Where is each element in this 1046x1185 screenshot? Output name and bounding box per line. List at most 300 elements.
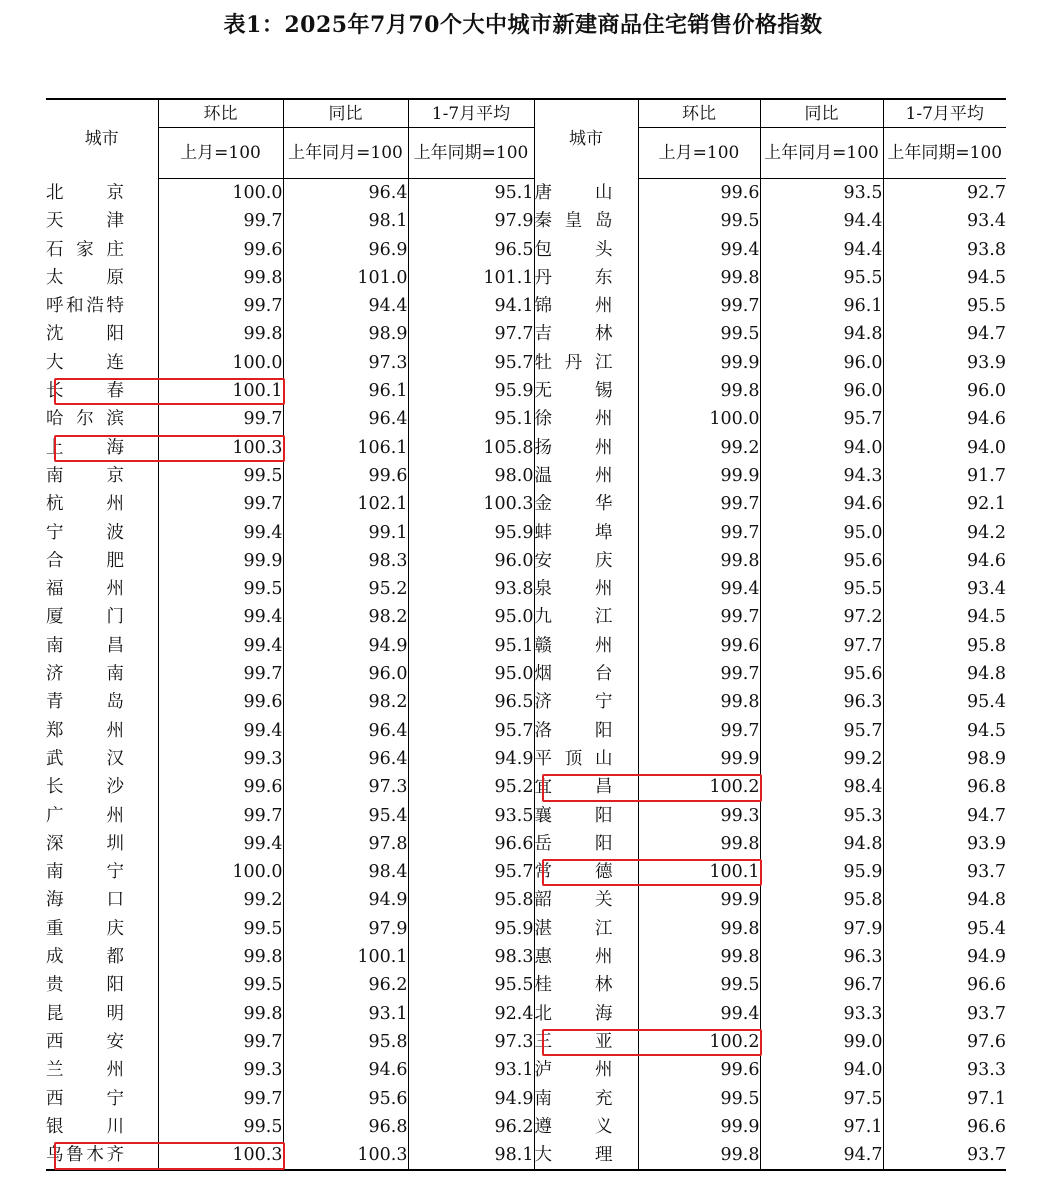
city-name: 海口 — [46, 890, 124, 911]
right-mom-cell: 100.2 — [638, 1028, 760, 1056]
left-avg-cell: 96.0 — [408, 547, 534, 575]
right-yoy-cell: 97.2 — [760, 603, 883, 631]
left-city-cell — [46, 179, 158, 208]
right-mom-cell: 99.4 — [638, 1000, 760, 1028]
city-name: 洛阳 — [534, 720, 613, 741]
city-name: 石家庄 — [46, 239, 124, 260]
right-yoy-cell: 99.2 — [760, 745, 883, 773]
left-avg-cell: 96.5 — [408, 236, 534, 264]
right-avg-cell: 92.1 — [883, 490, 1006, 518]
right-mom-cell: 99.4 — [638, 575, 760, 603]
left-yoy-cell: 96.4 — [283, 745, 408, 773]
left-mom-cell: 99.7 — [158, 1085, 283, 1113]
right-mom-cell: 99.2 — [638, 434, 760, 462]
city-name: 哈尔滨 — [46, 409, 124, 430]
left-city-cell — [46, 971, 158, 999]
right-yoy-cell: 94.3 — [760, 462, 883, 490]
left-avg-cell: 95.0 — [408, 603, 534, 631]
left-mom-cell: 99.4 — [158, 519, 283, 547]
right-mom-cell: 99.8 — [638, 688, 760, 716]
table-row — [46, 349, 1006, 377]
right-yoy-cell: 95.9 — [760, 858, 883, 886]
table-row — [46, 745, 1006, 773]
city-name: 南京 — [46, 465, 124, 486]
left-mom-cell: 99.7 — [158, 292, 283, 320]
left-yoy-cell: 96.4 — [283, 405, 408, 433]
left-mom-cell: 99.8 — [158, 264, 283, 292]
right-city-cell — [534, 1056, 638, 1084]
right-mom-cell: 100.1 — [638, 858, 760, 886]
highlight-box — [54, 1142, 285, 1170]
left-city-cell — [46, 802, 158, 830]
left-avg-cell: 94.9 — [408, 745, 534, 773]
header-yoy-right: 同比 — [760, 99, 883, 128]
right-city-cell — [534, 603, 638, 631]
table-row — [46, 773, 1006, 801]
left-mom-cell: 99.3 — [158, 745, 283, 773]
city-name: 锦州 — [534, 296, 613, 317]
table-row — [46, 943, 1006, 971]
left-yoy-cell: 96.9 — [283, 236, 408, 264]
city-name: 平顶山 — [534, 748, 613, 769]
left-yoy-cell: 99.6 — [283, 462, 408, 490]
right-mom-cell: 99.9 — [638, 1113, 760, 1141]
left-yoy-cell: 94.6 — [283, 1056, 408, 1084]
left-city-cell — [46, 236, 158, 264]
left-city-cell — [46, 745, 158, 773]
right-yoy-cell: 96.3 — [760, 943, 883, 971]
right-mom-cell: 99.6 — [638, 632, 760, 660]
city-name: 蚌埠 — [534, 522, 613, 543]
right-avg-cell: 95.8 — [883, 632, 1006, 660]
right-yoy-cell: 98.4 — [760, 773, 883, 801]
table-row — [46, 1000, 1006, 1028]
right-mom-cell: 99.7 — [638, 717, 760, 745]
city-name: 吉林 — [534, 324, 613, 345]
right-city-cell — [534, 971, 638, 999]
left-mom-cell: 99.4 — [158, 830, 283, 858]
right-yoy-cell: 93.3 — [760, 1000, 883, 1028]
right-avg-cell: 92.7 — [883, 179, 1006, 208]
table-row — [46, 1056, 1006, 1084]
city-name: 徐州 — [534, 409, 613, 430]
right-avg-cell: 94.5 — [883, 264, 1006, 292]
left-city-cell — [46, 688, 158, 716]
highlight-box — [542, 1029, 762, 1056]
city-name: 金华 — [534, 494, 613, 515]
left-yoy-cell: 96.4 — [283, 717, 408, 745]
left-yoy-cell: 94.9 — [283, 632, 408, 660]
left-avg-cell: 95.1 — [408, 632, 534, 660]
left-city-cell — [46, 547, 158, 575]
left-mom-cell: 100.0 — [158, 858, 283, 886]
header-avg-base-left: 上年同期=100 — [408, 128, 534, 179]
page-title: 表1：2025年7月70个大中城市新建商品住宅销售价格指数 — [223, 12, 823, 38]
left-mom-cell: 99.5 — [158, 462, 283, 490]
left-yoy-cell: 97.8 — [283, 830, 408, 858]
left-avg-cell: 98.3 — [408, 943, 534, 971]
city-name: 上海 — [46, 437, 124, 458]
left-city-cell — [46, 490, 158, 518]
left-city-cell — [46, 632, 158, 660]
city-name: 青岛 — [46, 692, 124, 713]
left-mom-cell: 99.7 — [158, 802, 283, 830]
left-mom-cell: 99.7 — [158, 405, 283, 433]
left-yoy-cell: 98.2 — [283, 688, 408, 716]
right-yoy-cell: 97.7 — [760, 632, 883, 660]
right-avg-cell: 96.6 — [883, 1113, 1006, 1141]
city-name: 深圳 — [46, 833, 124, 854]
right-avg-cell: 93.3 — [883, 1056, 1006, 1084]
right-avg-cell: 94.8 — [883, 660, 1006, 688]
table-row — [46, 519, 1006, 547]
left-mom-cell: 100.3 — [158, 434, 283, 462]
table-row — [46, 320, 1006, 348]
left-yoy-cell: 97.3 — [283, 349, 408, 377]
left-avg-cell: 100.3 — [408, 490, 534, 518]
city-name: 安庆 — [534, 550, 613, 571]
left-avg-cell: 101.1 — [408, 264, 534, 292]
right-avg-cell: 97.1 — [883, 1085, 1006, 1113]
left-city-cell — [46, 858, 158, 886]
right-city-cell — [534, 434, 638, 462]
table-row — [46, 292, 1006, 320]
left-avg-cell: 93.1 — [408, 1056, 534, 1084]
left-city-cell — [46, 603, 158, 631]
left-yoy-cell: 95.6 — [283, 1085, 408, 1113]
right-city-cell — [534, 179, 638, 208]
right-avg-cell: 97.6 — [883, 1028, 1006, 1056]
city-name: 桂林 — [534, 975, 613, 996]
highlight-box — [542, 859, 762, 886]
city-name: 南昌 — [46, 635, 124, 656]
city-name: 西安 — [46, 1031, 124, 1052]
table-row — [46, 802, 1006, 830]
table-row — [46, 858, 1006, 886]
right-avg-cell: 94.7 — [883, 802, 1006, 830]
left-avg-cell: 93.8 — [408, 575, 534, 603]
left-avg-cell: 92.4 — [408, 1000, 534, 1028]
right-mom-cell: 99.5 — [638, 207, 760, 235]
right-yoy-cell: 95.3 — [760, 802, 883, 830]
city-name: 秦皇岛 — [534, 211, 613, 232]
left-yoy-cell: 95.8 — [283, 1028, 408, 1056]
left-mom-cell: 99.6 — [158, 773, 283, 801]
table-row — [46, 886, 1006, 914]
city-name: 烟台 — [534, 664, 613, 685]
left-mom-cell: 99.4 — [158, 632, 283, 660]
left-city-cell — [46, 207, 158, 235]
left-avg-cell: 95.0 — [408, 660, 534, 688]
right-city-cell — [534, 547, 638, 575]
city-name: 沈阳 — [46, 324, 124, 345]
city-name: 太原 — [46, 267, 124, 288]
right-avg-cell: 94.7 — [883, 320, 1006, 348]
left-city-cell — [46, 349, 158, 377]
right-avg-cell: 93.8 — [883, 236, 1006, 264]
right-city-cell — [534, 943, 638, 971]
right-yoy-cell: 94.0 — [760, 1056, 883, 1084]
table-row — [46, 1113, 1006, 1141]
header-mom-left: 环比 — [158, 99, 283, 128]
left-avg-cell: 95.5 — [408, 971, 534, 999]
left-city-cell — [46, 717, 158, 745]
city-name: 九江 — [534, 607, 613, 628]
highlight-box — [542, 774, 762, 801]
city-name: 昆明 — [46, 1003, 124, 1024]
right-mom-cell: 100.0 — [638, 405, 760, 433]
right-avg-cell: 94.5 — [883, 603, 1006, 631]
city-name: 温州 — [534, 465, 613, 486]
right-mom-cell: 99.6 — [638, 1056, 760, 1084]
table-row — [46, 179, 1006, 208]
right-city-cell — [534, 1141, 638, 1170]
right-avg-cell: 94.5 — [883, 717, 1006, 745]
left-avg-cell: 95.7 — [408, 349, 534, 377]
right-avg-cell: 96.8 — [883, 773, 1006, 801]
header-mom-right: 环比 — [638, 99, 760, 128]
right-city-cell — [534, 1000, 638, 1028]
city-name: 唐山 — [534, 182, 613, 203]
city-name: 济南 — [46, 664, 124, 685]
right-mom-cell: 99.4 — [638, 236, 760, 264]
city-name: 南宁 — [46, 862, 124, 883]
right-avg-cell: 93.7 — [883, 1141, 1006, 1170]
table-row — [46, 603, 1006, 631]
table-row — [46, 405, 1006, 433]
table-row — [46, 971, 1006, 999]
left-yoy-cell: 98.2 — [283, 603, 408, 631]
left-yoy-cell: 94.9 — [283, 886, 408, 914]
city-name: 北海 — [534, 1003, 613, 1024]
left-city-cell — [46, 519, 158, 547]
right-city-cell — [534, 377, 638, 405]
left-yoy-cell: 102.1 — [283, 490, 408, 518]
left-mom-cell: 99.8 — [158, 1000, 283, 1028]
left-mom-cell: 100.3 — [158, 1141, 283, 1170]
left-avg-cell: 95.9 — [408, 915, 534, 943]
right-yoy-cell: 96.7 — [760, 971, 883, 999]
city-name: 厦门 — [46, 607, 124, 628]
right-mom-cell: 99.3 — [638, 802, 760, 830]
left-mom-cell: 99.2 — [158, 886, 283, 914]
left-yoy-cell: 95.4 — [283, 802, 408, 830]
right-yoy-cell: 95.5 — [760, 264, 883, 292]
right-mom-cell: 99.9 — [638, 462, 760, 490]
header-mom-base-right: 上月=100 — [638, 128, 760, 179]
right-avg-cell: 93.4 — [883, 207, 1006, 235]
right-avg-cell: 93.9 — [883, 830, 1006, 858]
right-mom-cell: 99.8 — [638, 264, 760, 292]
table-row — [46, 207, 1006, 235]
city-name: 长沙 — [46, 777, 124, 798]
right-mom-cell: 99.7 — [638, 603, 760, 631]
right-city-cell — [534, 915, 638, 943]
left-yoy-cell: 96.1 — [283, 377, 408, 405]
right-city-cell — [534, 830, 638, 858]
table-row — [46, 717, 1006, 745]
right-yoy-cell: 97.5 — [760, 1085, 883, 1113]
right-city-cell — [534, 462, 638, 490]
city-name: 宁波 — [46, 522, 124, 543]
left-yoy-cell: 98.4 — [283, 858, 408, 886]
right-city-cell — [534, 236, 638, 264]
left-mom-cell: 100.0 — [158, 179, 283, 208]
right-yoy-cell: 96.0 — [760, 377, 883, 405]
right-avg-cell: 94.9 — [883, 943, 1006, 971]
table-row — [46, 462, 1006, 490]
left-yoy-cell: 96.0 — [283, 660, 408, 688]
left-mom-cell: 99.5 — [158, 575, 283, 603]
right-yoy-cell: 94.4 — [760, 207, 883, 235]
city-name: 郑州 — [46, 720, 124, 741]
highlight-box — [54, 378, 285, 405]
left-mom-cell: 99.4 — [158, 717, 283, 745]
right-mom-cell: 99.5 — [638, 320, 760, 348]
city-name: 北京 — [46, 182, 124, 203]
right-city-cell — [534, 660, 638, 688]
city-name: 兰州 — [46, 1060, 124, 1081]
right-city-cell — [534, 292, 638, 320]
left-city-cell — [46, 830, 158, 858]
right-mom-cell: 99.8 — [638, 830, 760, 858]
left-mom-cell: 99.5 — [158, 971, 283, 999]
right-avg-cell: 93.7 — [883, 1000, 1006, 1028]
right-city-cell — [534, 405, 638, 433]
left-avg-cell: 105.8 — [408, 434, 534, 462]
city-name: 遵义 — [534, 1116, 613, 1137]
city-name: 宜昌 — [534, 777, 613, 798]
header-yoy-base-right: 上年同月=100 — [760, 128, 883, 179]
left-yoy-cell: 97.3 — [283, 773, 408, 801]
right-yoy-cell: 95.0 — [760, 519, 883, 547]
left-avg-cell: 95.7 — [408, 858, 534, 886]
right-avg-cell: 94.6 — [883, 547, 1006, 575]
city-name: 济宁 — [534, 692, 613, 713]
city-name: 重庆 — [46, 918, 124, 939]
city-name: 西宁 — [46, 1088, 124, 1109]
city-name: 成都 — [46, 947, 124, 968]
right-city-cell — [534, 886, 638, 914]
right-mom-cell: 99.8 — [638, 377, 760, 405]
city-name: 岳阳 — [534, 833, 613, 854]
right-yoy-cell: 95.8 — [760, 886, 883, 914]
left-mom-cell: 99.5 — [158, 1113, 283, 1141]
right-yoy-cell: 95.6 — [760, 547, 883, 575]
left-yoy-cell: 99.1 — [283, 519, 408, 547]
left-city-cell — [46, 886, 158, 914]
left-city-cell — [46, 1056, 158, 1084]
highlight-box — [54, 435, 285, 462]
right-yoy-cell: 94.4 — [760, 236, 883, 264]
left-avg-cell: 96.5 — [408, 688, 534, 716]
right-mom-cell: 99.8 — [638, 943, 760, 971]
left-mom-cell: 99.9 — [158, 547, 283, 575]
left-city-cell — [46, 462, 158, 490]
price-index-table — [46, 98, 1006, 1171]
right-city-cell — [534, 802, 638, 830]
header-avg-right: 1-7月平均 — [883, 99, 1006, 128]
left-yoy-cell: 95.2 — [283, 575, 408, 603]
left-yoy-cell: 98.3 — [283, 547, 408, 575]
left-city-cell — [46, 1085, 158, 1113]
left-avg-cell: 95.1 — [408, 179, 534, 208]
right-city-cell — [534, 1113, 638, 1141]
city-name: 韶关 — [534, 890, 613, 911]
right-city-cell — [534, 320, 638, 348]
left-mom-cell: 99.6 — [158, 688, 283, 716]
left-mom-cell: 99.8 — [158, 320, 283, 348]
city-name: 广州 — [46, 805, 124, 826]
left-avg-cell: 96.6 — [408, 830, 534, 858]
right-avg-cell: 96.6 — [883, 971, 1006, 999]
header-mom-base-left: 上月=100 — [158, 128, 283, 179]
right-yoy-cell: 94.7 — [760, 1141, 883, 1170]
left-mom-cell: 100.0 — [158, 349, 283, 377]
right-mom-cell: 99.9 — [638, 349, 760, 377]
left-avg-cell: 95.8 — [408, 886, 534, 914]
right-yoy-cell: 95.5 — [760, 575, 883, 603]
city-name: 赣州 — [534, 635, 613, 656]
left-mom-cell: 100.1 — [158, 377, 283, 405]
right-mom-cell: 99.7 — [638, 660, 760, 688]
right-avg-cell: 98.9 — [883, 745, 1006, 773]
right-mom-cell: 99.5 — [638, 971, 760, 999]
left-mom-cell: 99.7 — [158, 207, 283, 235]
city-name: 襄阳 — [534, 805, 613, 826]
left-yoy-cell: 96.4 — [283, 179, 408, 208]
left-avg-cell: 98.1 — [408, 1141, 534, 1170]
left-yoy-cell: 93.1 — [283, 1000, 408, 1028]
right-avg-cell: 94.6 — [883, 405, 1006, 433]
right-mom-cell: 99.5 — [638, 1085, 760, 1113]
right-avg-cell: 96.0 — [883, 377, 1006, 405]
city-name: 杭州 — [46, 494, 124, 515]
city-name: 呼和浩特 — [46, 296, 124, 317]
header-yoy-base-left: 上年同月=100 — [283, 128, 408, 179]
right-city-cell — [534, 632, 638, 660]
left-mom-cell: 99.5 — [158, 915, 283, 943]
city-name: 贵阳 — [46, 975, 124, 996]
left-mom-cell: 99.3 — [158, 1056, 283, 1084]
city-name: 武汉 — [46, 748, 124, 769]
city-name: 湛江 — [534, 918, 613, 939]
left-city-cell — [46, 264, 158, 292]
right-yoy-cell: 94.8 — [760, 830, 883, 858]
right-yoy-cell: 93.5 — [760, 179, 883, 208]
left-mom-cell: 99.6 — [158, 236, 283, 264]
right-avg-cell: 93.4 — [883, 575, 1006, 603]
left-avg-cell: 95.7 — [408, 717, 534, 745]
right-yoy-cell: 94.6 — [760, 490, 883, 518]
right-avg-cell: 94.0 — [883, 434, 1006, 462]
header-row-bottom — [46, 128, 1006, 179]
right-yoy-cell: 94.0 — [760, 434, 883, 462]
right-avg-cell: 95.4 — [883, 915, 1006, 943]
left-avg-cell: 94.1 — [408, 292, 534, 320]
right-avg-cell: 93.9 — [883, 349, 1006, 377]
left-mom-cell: 99.7 — [158, 660, 283, 688]
left-yoy-cell: 94.4 — [283, 292, 408, 320]
right-city-cell — [534, 745, 638, 773]
city-name: 大连 — [46, 352, 124, 373]
right-avg-cell: 94.2 — [883, 519, 1006, 547]
left-city-cell — [46, 575, 158, 603]
left-mom-cell: 99.7 — [158, 490, 283, 518]
right-yoy-cell: 96.1 — [760, 292, 883, 320]
right-mom-cell: 99.8 — [638, 915, 760, 943]
left-avg-cell: 95.1 — [408, 405, 534, 433]
